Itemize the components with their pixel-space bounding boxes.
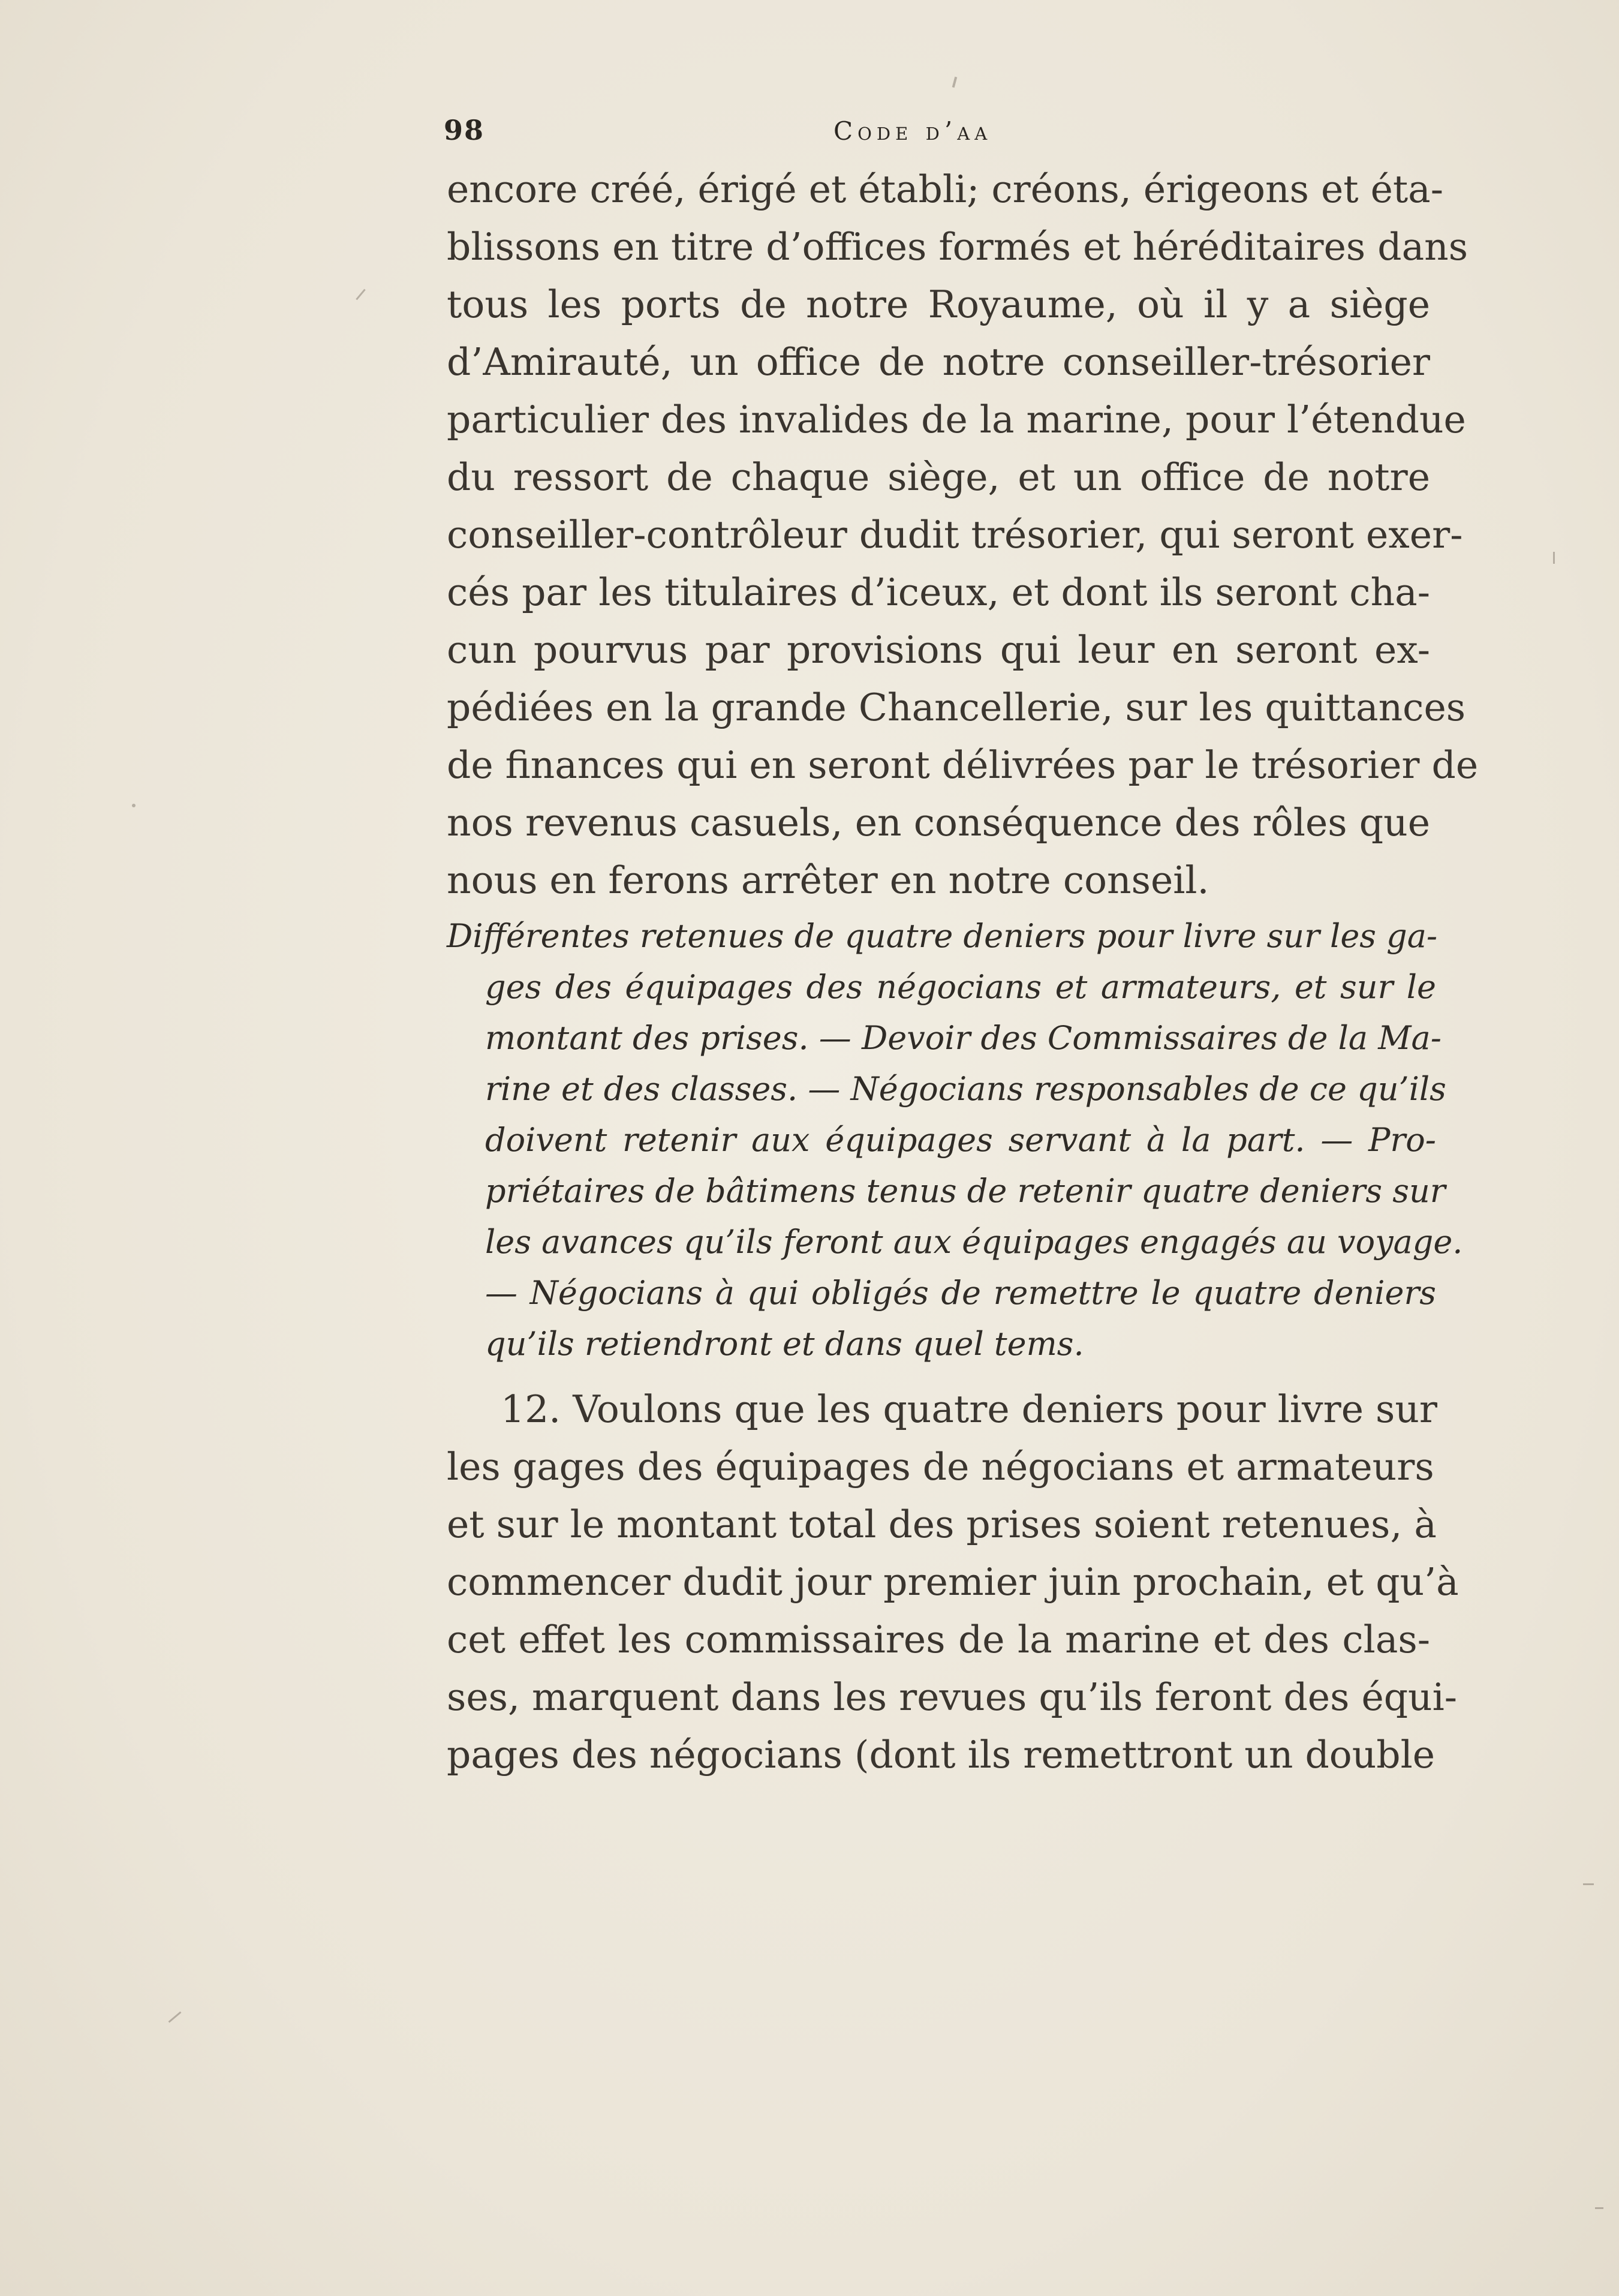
text-line: tous les ports de notre Royaume, où il y a siège: [447, 283, 1430, 326]
text-line: cun pourvus par provisions qui leur en seront ex-: [447, 628, 1430, 672]
paper-speck: [1553, 552, 1555, 564]
text-line: et sur le montant total des prises soient retenues, à: [447, 1502, 1437, 1546]
text-line: conseiller-contrôleur dudit trésorier, qui seront exer-: [447, 513, 1463, 557]
article-12: [447, 1381, 1459, 1784]
text-line: cés par les titulaires d’iceux, et dont ils seront cha-: [447, 570, 1430, 614]
paper-speck: [1583, 1883, 1594, 1885]
summary-line: priétaires de bâtimens tenus de retenir quatre deniers sur: [485, 1172, 1446, 1210]
text-line: commencer dudit jour premier juin prochain, et qu’à: [447, 1560, 1459, 1604]
text-line: ses, marquent dans les revues qu’ils feront des équi-: [447, 1675, 1458, 1719]
text-line: pages des négocians (dont ils remettront un double: [447, 1733, 1436, 1777]
text-line: nous en ferons arrêter en notre conseil.: [447, 858, 1209, 902]
summary-line: montant des prises. — Devoir des Commissaires de la Ma-: [485, 1019, 1442, 1057]
text-line: d’Amirauté, un office de notre conseiller-trésorier: [447, 340, 1430, 384]
running-head: [444, 114, 1439, 156]
text-line: encore créé, érigé et établi; créons, érigeons et éta-: [447, 167, 1444, 211]
page-number: 98: [444, 114, 485, 146]
summary-line: rine et des classes. — Négocians responsables de ce qu’ils: [485, 1070, 1446, 1108]
text-line: du ressort de chaque siège, et un office de notre: [447, 455, 1430, 499]
summary-line: ges des équipages des négocians et armateurs, et sur le: [485, 968, 1436, 1006]
summary-line: Différentes retenues de quatre deniers pour livre sur les ga-: [447, 917, 1438, 955]
summary-line: doivent retenir aux équipages servant à la part. — Pro-: [485, 1121, 1436, 1159]
paper-speck: [132, 804, 136, 807]
text-line: cet effet les commissaires de la marine et des clas-: [447, 1618, 1430, 1661]
article-summary: [447, 910, 1463, 1369]
running-title: Code d’aa: [833, 116, 992, 146]
paragraph-continued: [447, 161, 1479, 909]
summary-line: — Négocians à qui obligés de remettre le quatre deniers: [485, 1274, 1436, 1312]
text-line: pédiées en la grande Chancellerie, sur les quittances: [447, 686, 1466, 729]
summary-line: qu’ils retiendront et dans quel tems.: [485, 1325, 1084, 1363]
text-line: particulier des invalides de la marine, pour l’étendue: [447, 398, 1466, 441]
text-line: blissons en titre d’offices formés et héréditaires dans: [447, 225, 1468, 269]
text-line: 12. Voulons que les quatre deniers pour livre sur: [501, 1387, 1438, 1431]
text-line: nos revenus casuels, en conséquence des rôles que: [447, 801, 1430, 845]
summary-line: les avances qu’ils feront aux équipages engagés au voyage.: [485, 1223, 1463, 1261]
text-line: les gages des équipages de négocians et armateurs: [447, 1445, 1434, 1489]
text-line: de finances qui en seront délivrées par le trésorier de: [447, 743, 1479, 787]
paper-speck: [1595, 2207, 1603, 2209]
